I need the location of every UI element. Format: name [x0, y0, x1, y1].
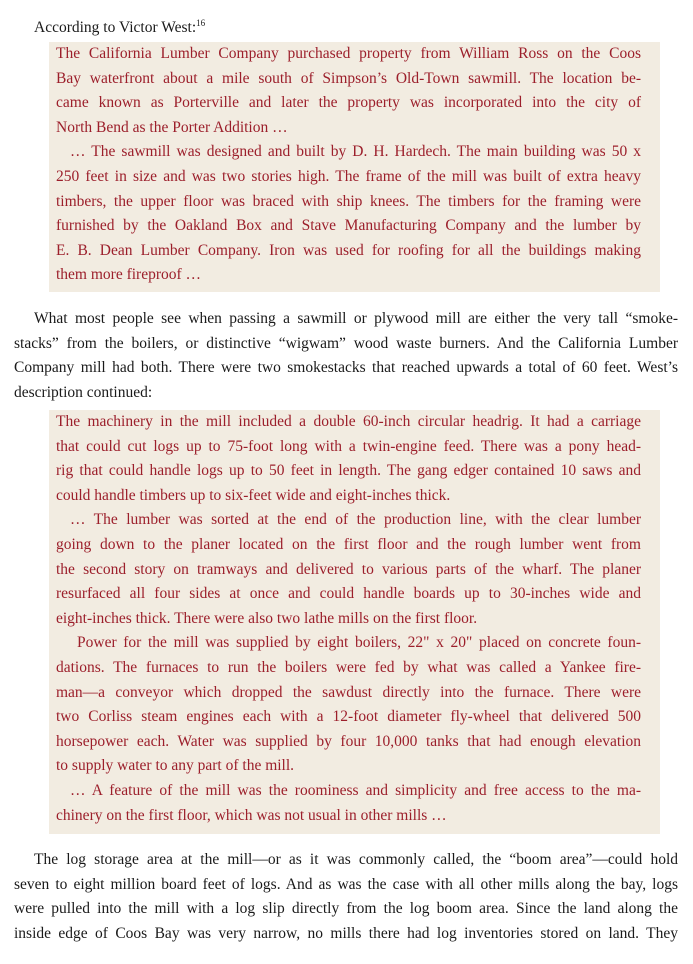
text-line: seven to eight million board feet of logs. And as was the case with all other mills along the bay, logs	[14, 875, 678, 893]
quote1-paragraph-2-end	[49, 263, 660, 288]
quote2-paragraph-4	[49, 779, 660, 804]
block-quote-2	[49, 410, 660, 834]
intro-text: According to Victor West:	[34, 19, 197, 36]
text-line: them more fireproof …	[56, 266, 202, 284]
text-line: were pulled into the mill with a log slip directly from the log boom area. Since the land along the	[14, 900, 678, 918]
body-paragraph-2	[14, 848, 678, 946]
footnote-marker: 16	[196, 18, 206, 28]
quote2-paragraph-3-end	[49, 754, 660, 779]
text-line: furnished by the Oakland Box and Stave Manufacturing Company and the lumber by	[56, 217, 641, 235]
text-line: that could cut logs up to 75-foot long with a twin-engine feed. There was a pony head-	[56, 437, 641, 455]
quote2-paragraph-3-body	[49, 656, 660, 754]
text-line: horsepower each. Water was supplied by four 10,000 tanks that had enough elevation	[56, 732, 641, 750]
quote1-paragraph-2	[49, 140, 660, 165]
text-line: came known as Porterville and later the property was incorporated into the city of	[56, 94, 641, 112]
text-line: E. B. Dean Lumber Company. Iron was used for roofing for all the buildings making	[56, 241, 641, 259]
text-line-block	[14, 307, 678, 381]
text-line: Company mill had both. There were two smokestacks that reached upwards a total of 60 feet. West’s	[14, 359, 678, 377]
text-line: two Corliss steam engines each with a 12-foot diameter fly-wheel that delivered 500	[56, 708, 641, 726]
text-line: could handle timbers up to six-feet wide and eight-inches thick.	[56, 486, 451, 504]
text-line: inside edge of Coos Bay was very narrow, no mills there had log inventories stored on land. They	[14, 924, 678, 942]
body-paragraph-1	[14, 307, 678, 405]
text-line-block	[14, 848, 678, 946]
text-line: to supply water to any part of the mill.	[56, 757, 295, 775]
text-line-block-end	[14, 381, 678, 406]
text-line: North Bend as the Porter Addition …	[56, 118, 288, 136]
text-line: rig that could handle logs up to 50 feet in length. The gang edger contained 10 saws and	[56, 462, 641, 480]
quote2-paragraph-2-body	[49, 533, 660, 607]
quote2-paragraph-2	[49, 508, 660, 533]
text-line: The machinery in the mill included a double 60-inch circular headrig. It had a carriage	[56, 413, 641, 430]
text-line: Bay waterfront about a mile south of Simpson’s Old-Town sawmill. The location be-	[56, 69, 641, 87]
text-line: … The lumber was sorted at the end of the production line, with the clear lumber	[70, 511, 641, 529]
text-line: What most people see when passing a sawmill or plywood mill are either the very tall “smoke-	[34, 310, 678, 327]
text-line: dations. The furnaces to run the boilers were fed by what was called a Yankee fire-	[56, 658, 641, 676]
text-line: going down to the planer located on the first floor and the rough lumber went from	[56, 535, 641, 553]
quote1-paragraph-1	[49, 42, 660, 116]
text-line: eight-inches thick. There were also two lathe mills on the first floor.	[56, 609, 478, 627]
text-line: timbers, the upper floor was braced with ship knees. The timbers for the framing were	[56, 192, 641, 210]
intro-line	[34, 12, 205, 39]
block-quote-1	[49, 42, 660, 292]
quote2-paragraph-1-end	[49, 484, 660, 509]
text-line: The log storage area at the mill—or as it was commonly called, the “boom area”—could hold	[34, 851, 678, 868]
text-line: man—a conveyor which dropped the sawdust directly into the furnace. There were	[56, 683, 641, 701]
quote2-paragraph-2-end	[49, 607, 660, 632]
text-line: stacks” from the boilers, or distinctive “wigwam” wood waste burners. And the California Lumber	[14, 334, 678, 352]
quote2-paragraph-4-end	[49, 804, 660, 829]
text-line: … The sawmill was designed and built by D. H. Hardech. The main building was 50 x	[70, 143, 641, 161]
quote2-paragraph-1	[49, 410, 660, 484]
quote2-paragraph-3	[49, 631, 660, 656]
quote1-paragraph-2-body	[49, 165, 660, 263]
text-line: … A feature of the mill was the roominess and simplicity and free access to the ma-	[70, 781, 641, 799]
text-line: description continued:	[14, 383, 153, 401]
text-line: chinery on the first floor, which was not usual in other mills …	[56, 806, 447, 824]
text-line: The California Lumber Company purchased property from William Ross on the Coos	[56, 45, 641, 62]
text-line: Power for the mill was supplied by eight boilers, 22" x 20" placed on concrete foun-	[77, 634, 641, 652]
text-line: 250 feet in size and was two stories high. The frame of the mill was built of extra heavy	[56, 167, 641, 185]
text-line: the second story on tramways and delivered to various parts of the wharf. The planer	[56, 560, 641, 578]
text-line: resurfaced all four sides at once and could handle boards up to 30-inches wide and	[56, 585, 641, 603]
quote1-paragraph-1-end	[49, 116, 660, 141]
